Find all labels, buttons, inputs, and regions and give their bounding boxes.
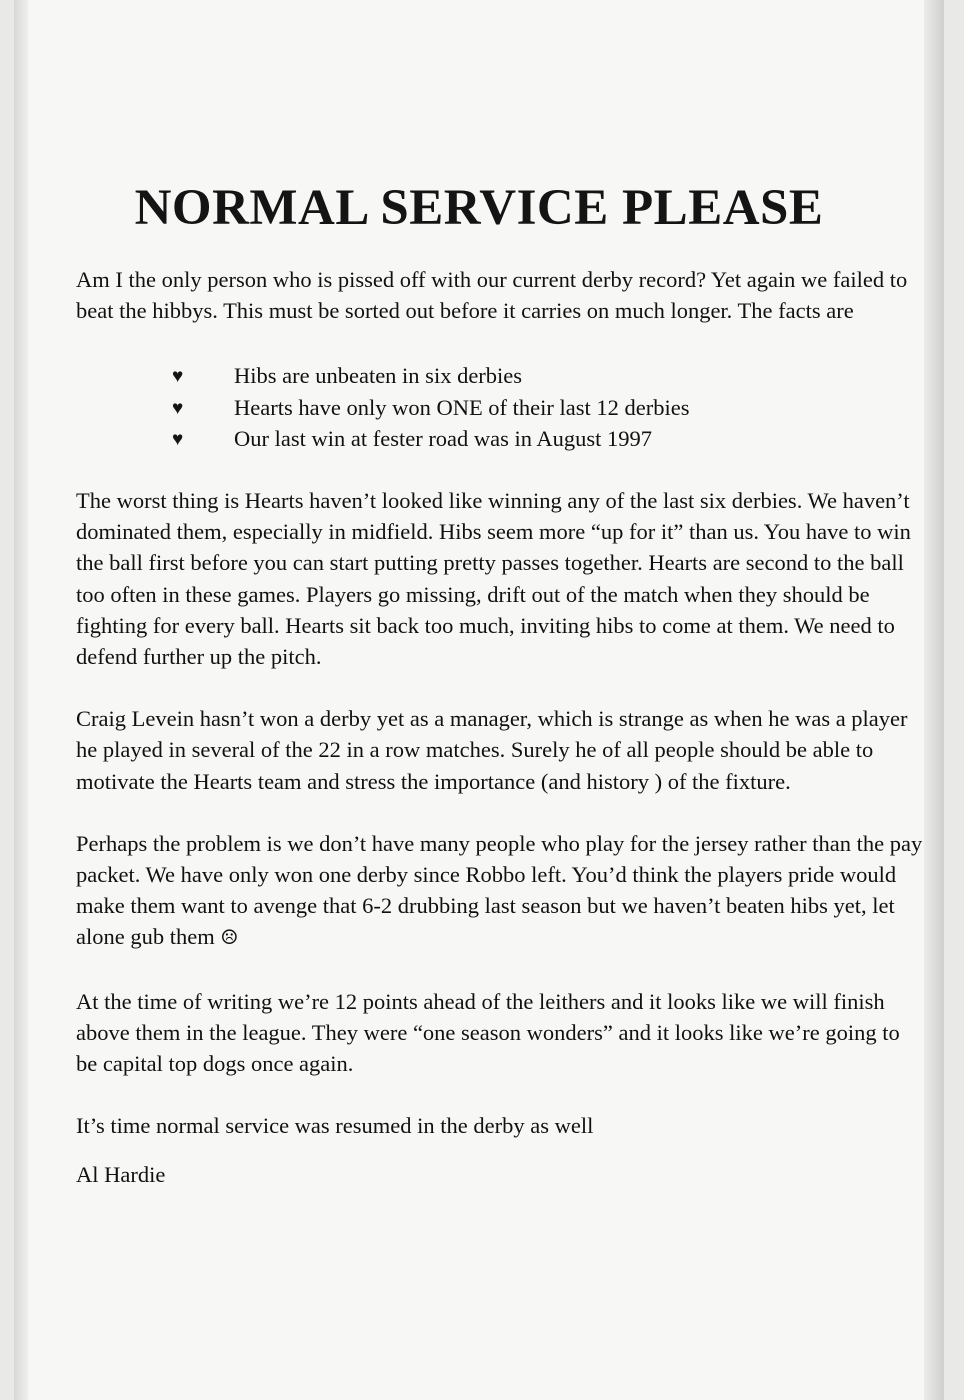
paragraph-craig-levein: Craig Levein hasn’t won a derby yet as a manager, which is strange as when he was a player he played in several of the 22 in a row matches. Surely he of all people should be able to motivate the Hearts team and stress the importance (and history ) of the fixture.	[76, 706, 908, 794]
fact-text: Hibs are unbeaten in six derbies	[234, 363, 523, 389]
heart-icon: ♥	[172, 397, 184, 419]
fact-item	[76, 360, 926, 391]
article-title: NORMAL SERVICE PLEASE	[134, 180, 824, 236]
intro-paragraph: Am I the only person who is pissed off with our current derby record? Yet again we failed to beat the hibbys. This must be sorted out before it carries on much longer. The facts are	[76, 267, 908, 324]
paragraph-league-position: At the time of writing we’re 12 points ahead of the leithers and it looks like we will finish above them in the league. They were “one season wonders” and it looks like we’re going to be capital top dogs once again.	[76, 988, 900, 1077]
paragraph-jersey	[76, 828, 926, 955]
fact-text: Hearts have only won ONE of their last 12 derbies	[234, 394, 690, 420]
fact-item	[76, 423, 926, 454]
sad-face-icon: ☹	[220, 927, 239, 950]
fact-item	[76, 392, 926, 423]
magazine-page	[14, 0, 944, 1400]
facts-list	[76, 360, 926, 454]
fact-text: Our last win at fester road was in August 1997	[234, 425, 653, 451]
paragraph-closing: It’s time normal service was resumed in the derby as well	[76, 1113, 594, 1139]
heart-icon: ♥	[172, 366, 184, 388]
heart-icon: ♥	[172, 428, 184, 450]
article-body	[76, 264, 926, 1191]
author-name: Al Hardie	[76, 1162, 166, 1188]
paragraph-worst-thing: The worst thing is Hearts haven’t looked like winning any of the last six derbies. We haven’t dominated them, especially in midfield. Hibs seem more “up for it” than us. You have to win the ball first before you can start putting pretty passes together. Hearts are second to the ball too often in these games. Players go missing, drift out of the match when they should be fighting for every ball. Hearts sit back too much, inviting hibs to come at them. We need to defend further up the pitch.	[76, 488, 911, 670]
jersey-text: Perhaps the problem is we don’t have many people who play for the jersey rather than the pay packet. We have only won one derby since Robbo left. You’d think the players pride would make them want to avenge that 6-2 drubbing last season but we haven’t beaten hibs yet, let alone gub them	[76, 830, 923, 950]
